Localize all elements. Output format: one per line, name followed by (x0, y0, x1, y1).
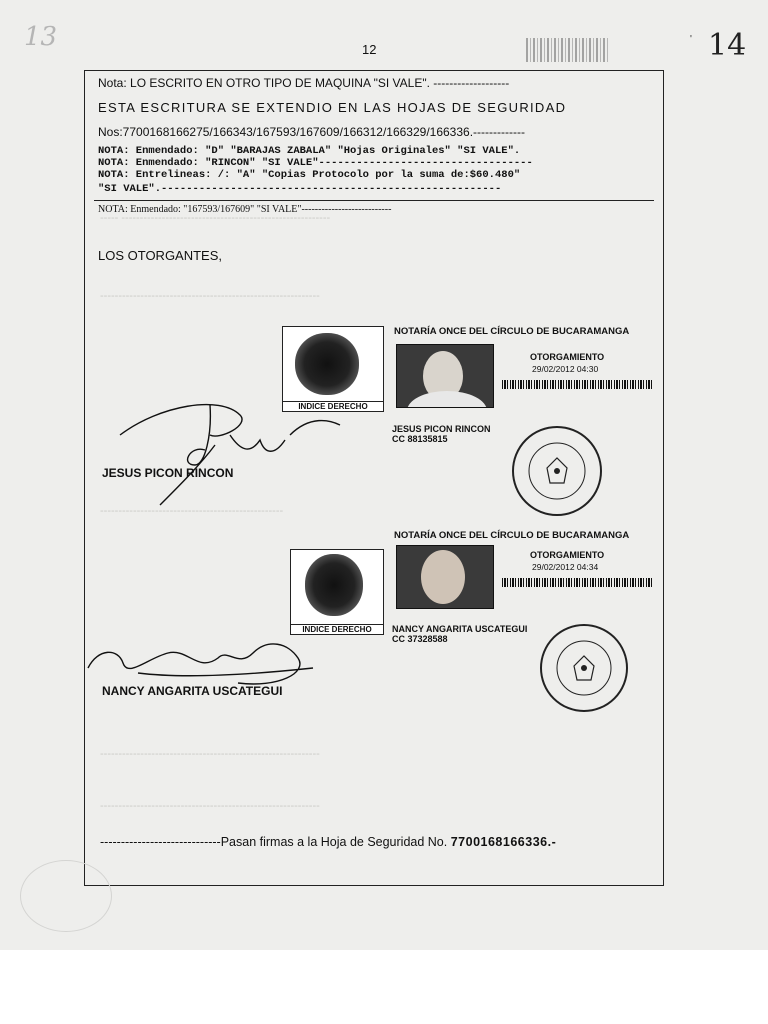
note-line-6: NOTA: Entrelineas: /: "A" "Copias Protocolo por la suma de:$60.480" (98, 169, 521, 181)
page-number: 12 (362, 42, 377, 57)
otorgamiento-datetime: 29/02/2012 04:30 (532, 364, 599, 374)
signer-name-small: JESUS PICON RINCON (392, 424, 491, 434)
note-line-2: ESTA ESCRITURA SE EXTENDIO EN LAS HOJAS DE SEGURIDAD (98, 100, 567, 115)
otorgamiento-label: OTORGAMIENTO (530, 550, 605, 560)
photo (396, 344, 494, 408)
photo (396, 545, 494, 609)
note-line-1: Nota: LO ESCRITO EN OTRO TIPO DE MAQUINA "SI VALE". ------------------- (98, 76, 510, 90)
notary-seal-icon (540, 624, 628, 712)
signer-name-small: NANCY ANGARITA USCATEGUI (392, 624, 528, 634)
barcode (502, 578, 652, 587)
note-line-7: "SI VALE".------------------------------------------------------ (98, 183, 502, 195)
note-line-4: NOTA: Enmendado: "D" "BARAJAS ZABALA" "Hojas Originales" "SI VALE". (98, 145, 521, 157)
notary-title: NOTARÍA ONCE DEL CÍRCULO DE BUCARAMANGA (394, 530, 630, 541)
footer-text: -----------------------------Pasan firmas a la Hoja de Seguridad No. (100, 835, 448, 849)
note-line-5: NOTA: Enmendado: "RINCON" "SI VALE"---------------------------------- (98, 157, 533, 169)
fingerprint-label: INDICE DERECHO (283, 401, 383, 411)
corner-left-note: 13 (24, 22, 58, 52)
notary-seal-icon (512, 426, 602, 516)
signature-icon (100, 395, 360, 515)
footer-line (100, 835, 556, 849)
faint-stamp-icon (20, 860, 112, 932)
otorgantes-heading: LOS OTORGANTES, (98, 248, 223, 263)
notary-title: NOTARÍA ONCE DEL CÍRCULO DE BUCARAMANGA (394, 326, 630, 337)
signer-cc: CC 37328588 (392, 634, 448, 644)
note-line-3: Nos:7700168166275/166343/167593/167609/166312/166329/166336.------------- (98, 125, 525, 139)
corner-right-note: 14 (708, 28, 747, 63)
signer-name: JESUS PICON RINCON (102, 466, 234, 480)
tick-mark: ' (690, 34, 692, 45)
note-line-8: NOTA: Enmendado: "167593/167609" "SI VALE"--------------------------- (98, 204, 392, 215)
footer-number: 7700168166336.- (450, 835, 557, 849)
fingerprint-icon (295, 333, 359, 395)
signer-name: NANCY ANGARITA USCATEGUI (102, 684, 283, 698)
fingerprint-icon (305, 554, 363, 616)
fingerprint-label: INDICE DERECHO (291, 624, 383, 634)
otorgamiento-datetime: 29/02/2012 04:34 (532, 562, 599, 572)
divider (94, 200, 654, 201)
shirt-icon (407, 391, 487, 408)
faint-barcode (526, 38, 610, 62)
fingerprint-box (290, 549, 384, 635)
otorgamiento-label: OTORGAMIENTO (530, 352, 605, 362)
face-icon (421, 550, 465, 604)
signer-cc: CC 88135815 (392, 434, 448, 444)
barcode (502, 380, 652, 389)
